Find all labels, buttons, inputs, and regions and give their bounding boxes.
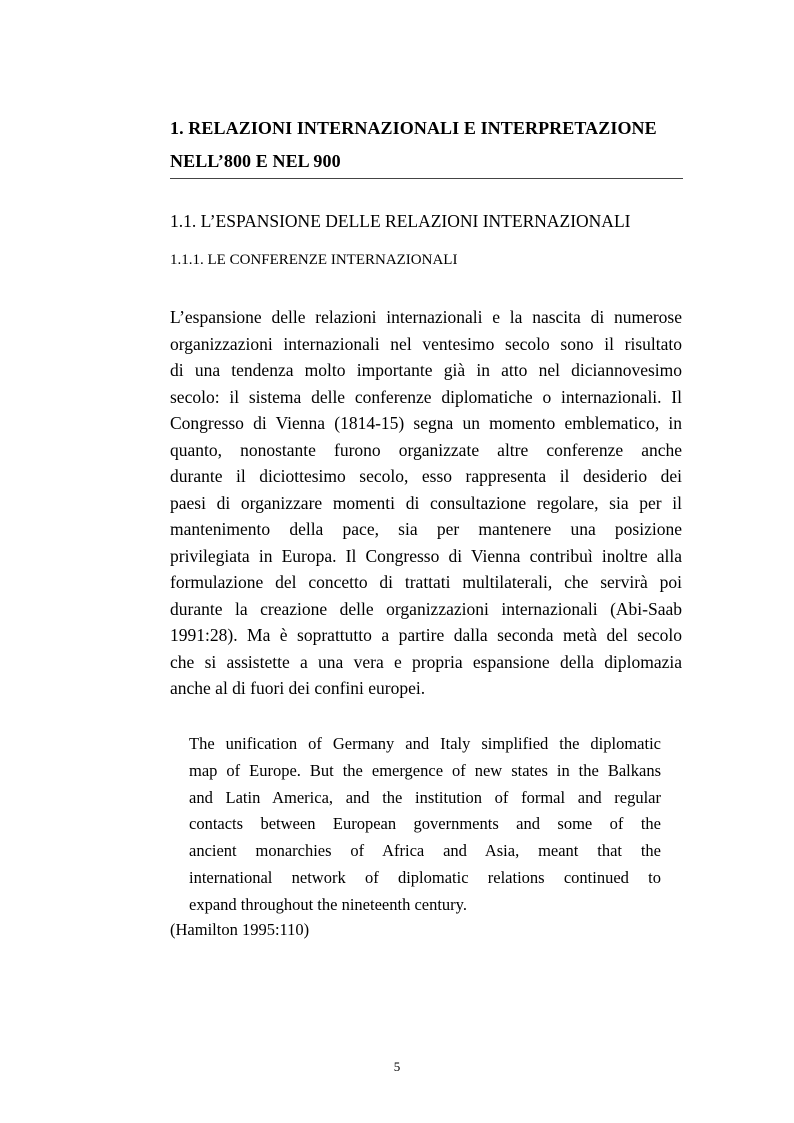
paragraph-line: formulazione del concetto di trattati multilaterali, che servirà poi [170,572,682,592]
section-title: 1.1. L’ESPANSIONE DELLE RELAZIONI INTERNAZIONALI [170,211,631,231]
paragraph-line: organizzazioni internazionali nel ventesimo secolo sono il risultato [170,333,682,354]
paragraph-line: durante il diciottesimo secolo, esso rappresenta il desiderio dei [170,466,682,486]
quote-citation: (Hamilton 1995:110) [170,920,310,939]
chapter-title-line: 1. RELAZIONI INTERNAZIONALI E INTERPRETAZIONE [170,118,657,138]
paragraph-line: privilegiata in Europa. Il Congresso di Vienna contribuì inoltre alla [170,545,682,566]
quote-line: map of Europe. But the emergence of new states in the Balkans [189,760,661,780]
paragraph-line: Congresso di Vienna (1814-15) segna un momento emblematico, in [170,413,682,433]
chapter-divider [170,178,683,179]
paragraph-line: di una tendenza molto importante già in atto nel diciannovesimo [170,360,682,380]
paragraph-line: L’espansione delle relazioni internazionali e la nascita di numerose [170,307,682,327]
paragraph-line: 1991:28). Ma è soprattutto a partire dalla seconda metà del secolo [170,625,682,645]
quote-line: international network of diplomatic relations continued to [189,867,661,887]
quote-line: The unification of Germany and Italy simplified the diplomatic [189,734,661,753]
quote-line: ancient monarchies of Africa and Asia, meant that the [189,841,661,861]
page-number: 5 [393,1059,401,1074]
paragraph-line: mantenimento della pace, sia per mantenere una posizione [170,519,682,539]
chapter-title-line: NELL’800 E NEL 900 [170,151,341,171]
paragraph-line: durante la creazione delle organizzazioni internazionali (Abi-Saab [170,598,682,619]
subsection-title: 1.1.1. LE CONFERENZE INTERNAZIONALI [170,252,458,268]
quote-line: expand throughout the nineteenth century. [189,894,467,914]
paragraph-line: quanto, nonostante furono organizzate altre conferenze anche [170,439,682,460]
quote-line: contacts between European governments and some of the [189,814,661,834]
quote-line: and Latin America, and the institution of formal and regular [189,787,661,807]
paragraph-line: che si assistette a una vera e propria espansione della diplomazia [170,651,682,672]
paragraph-line: anche al di fuori dei confini europei. [170,678,426,698]
body-paragraph [170,304,682,702]
chapter-title [170,112,690,178]
paragraph-line: secolo: il sistema delle conferenze diplomatiche o internazionali. Il [170,386,682,407]
paragraph-line: paesi di organizzare momenti di consultazione regolare, sia per il [170,492,682,513]
block-quote [189,731,661,919]
